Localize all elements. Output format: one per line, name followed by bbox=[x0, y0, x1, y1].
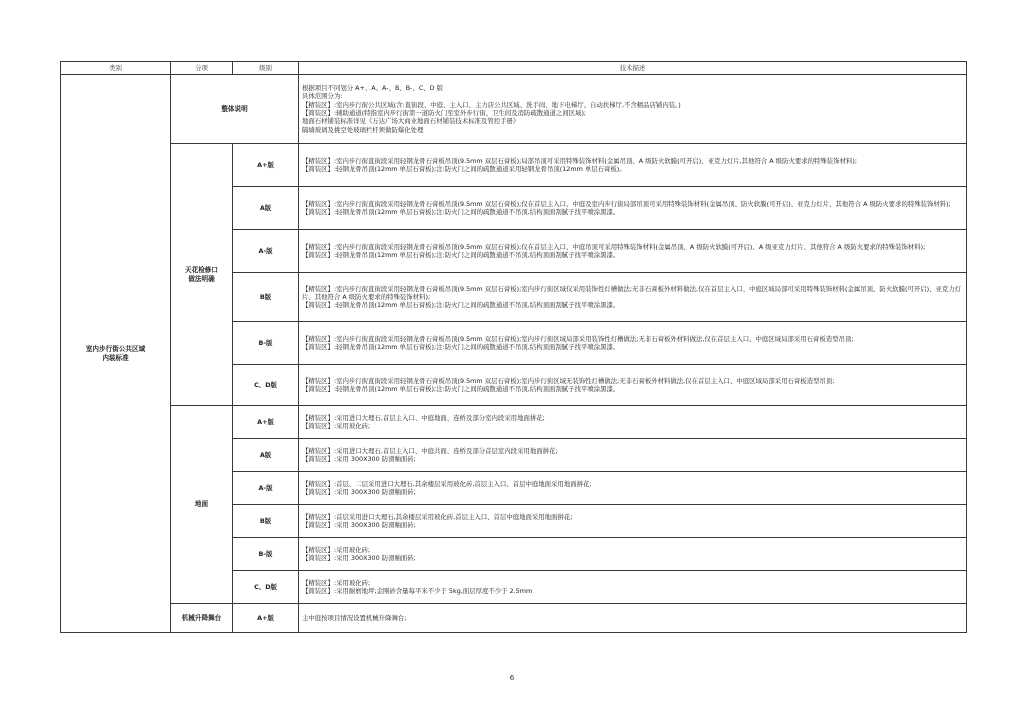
header-category: 类别 bbox=[61, 62, 171, 75]
stage-row bbox=[61, 604, 967, 633]
tech-cell bbox=[299, 505, 967, 538]
tech-line: 【简装区】:采用 300X300 防滑釉面砖; bbox=[302, 455, 416, 463]
tech-line: 【简装区】:轻钢龙骨吊顶(12mm 单层石膏板);注:防火门之间的疏散通道不吊顶,结构顶面刮腻子找平喷涂黑漆。 bbox=[302, 385, 620, 393]
page-number: 6 bbox=[509, 674, 515, 682]
tech-line: 【简装区】:采用耐磨地坪;金刚砂含量每平米不少于 5kg,面层厚度不少于 2.5mm bbox=[302, 587, 533, 595]
header-row bbox=[61, 62, 967, 75]
tech-line: 【精装区】:采用玻化砖; bbox=[302, 545, 371, 554]
tech-cell bbox=[299, 439, 967, 472]
header-tech: 技术描述 bbox=[299, 62, 967, 75]
tech-line: 【简装区】:辅助通道(特指室内步行街第一道防火门至室外步行街、卫生间及消防疏散通道之间区域); bbox=[302, 109, 587, 117]
floor-row bbox=[61, 406, 967, 439]
level-cell: A版 bbox=[233, 187, 299, 230]
ceiling-row bbox=[61, 144, 967, 187]
tech-line: 【简装区】:轻钢龙骨吊顶(12mm 单层石膏板);注:防火门之间的疏散通道不吊顶,结构顶面刮腻子找平喷涂黑漆。 bbox=[302, 301, 620, 310]
spec-table bbox=[60, 61, 967, 633]
level-cell: A+版 bbox=[233, 406, 299, 439]
tech-line: 【精装区】:室内步行街公共区域(含:直街段、中庭、主入口、主力店公共区域、洗手间、地下电梯厅、自动扶梯厅,不含精品店铺内装。) bbox=[302, 100, 681, 109]
tech-cell bbox=[299, 230, 967, 273]
tech-line: 【简装区】:轻钢龙骨吊顶(12mm 单层石膏板);注:防火门之间的疏散通道采用轻钢龙骨吊顶(12mm 单层石膏板)。 bbox=[302, 165, 626, 173]
level-cell: A+版 bbox=[233, 604, 299, 633]
overall-row bbox=[61, 75, 967, 144]
overall-text bbox=[299, 75, 967, 144]
level-cell: B-版 bbox=[233, 322, 299, 365]
tech-cell bbox=[299, 472, 967, 505]
level-cell: A-版 bbox=[233, 472, 299, 505]
tech-cell bbox=[299, 365, 967, 406]
tech-line: 【精装区】:室内步行街直街段采用轻钢龙骨石膏板吊顶(9.5mm 双层石膏板);仅在首层主入口、中庭吊顶可采用特殊装饰材料(金属吊顶、A 级防火软膜(可开启)、A 级亚克力灯片、其他符合 A 级防火要求的特殊装饰材料); bbox=[302, 242, 926, 251]
tech-line: 【简装区】:轻钢龙骨吊顶(12mm 单层石膏板);注:防火门之间的疏散通道不吊顶,结构顶面刮腻子找平喷涂黑漆。 bbox=[302, 208, 620, 216]
overall-title: 整体说明 bbox=[171, 75, 299, 144]
tech-line: 【精装区】:采用进口大理石,首层主入口、中庭地面、连桥及部分室内段采用地面拼花; bbox=[302, 413, 545, 422]
tech-cell bbox=[299, 406, 967, 439]
tech-line: 【精装区】:采用玻化砖; bbox=[302, 578, 371, 587]
tech-cell bbox=[299, 322, 967, 365]
tech-line: 【精装区】:室内步行街直街段采用轻钢龙骨石膏板吊顶(9.5mm 双层石膏板);室内步行街区域无装饰性灯槽做法;无非石膏板外材料做法,仅在首层主入口、中庭区域局部采用石膏板造型吊顶; bbox=[302, 376, 835, 385]
level-cell: A版 bbox=[233, 439, 299, 472]
tech-line: 【简装区】:采用 300X300 防滑釉面砖; bbox=[302, 488, 416, 496]
tech-line: 地面石材铺装标准详见《万达广场大商业地面石材铺装技术标准及管控手册》 bbox=[302, 117, 520, 126]
tech-line: 【简装区】:轻钢龙骨吊顶(12mm 单层石膏板);注:防火门之间的疏散通道不吊顶,结构顶面刮腻子找平喷涂黑漆。 bbox=[302, 343, 620, 351]
floor-subitem: 地面 bbox=[171, 406, 233, 604]
level-cell: A-版 bbox=[233, 230, 299, 273]
level-cell: C、D版 bbox=[233, 571, 299, 604]
level-cell: A+版 bbox=[233, 144, 299, 187]
tech-line: 【精装区】:首层、二层采用进口大理石,其余楼层采用玻化砖,首层主入口、首层中庭地面采用地面拼花; bbox=[302, 479, 592, 488]
tech-cell bbox=[299, 538, 967, 571]
tech-line: 【简装区】:采用 300X300 防滑釉面砖; bbox=[302, 521, 416, 529]
tech-line: 【精装区】:室内步行街直街段采用轻钢龙骨石膏板吊顶(9.5mm 双层石膏板);室内步行街区域局部采用装饰性灯槽做法;无非石膏板外材料做法,仅在首层主入口、中庭区域局部采用石膏板造型吊顶; bbox=[302, 334, 854, 343]
tech-line: 主中庭按项目情况设置机械升降舞台; bbox=[302, 613, 407, 622]
tech-cell bbox=[299, 273, 967, 322]
tech-line: 【精装区】:采用进口大理石,首层主入口、中庭共面、连桥及部分首层室内段采用地面拼花; bbox=[302, 446, 558, 455]
tech-cell bbox=[299, 144, 967, 187]
tech-cell bbox=[299, 571, 967, 604]
level-cell: B版 bbox=[233, 273, 299, 322]
tech-line: 【精装区】:室内步行街直街段采用轻钢龙骨石膏板吊顶(9.5mm 双层石膏板);室内步行街区域仅采用装饰性灯槽做法;无非石膏板外材料做法,仅在首层主入口、中庭区域局部可采用特殊装饰材料(金属吊顶、防火软膜(可开启)、亚克力灯片、其他符合 A 级防火要求的特殊装饰材料); bbox=[302, 284, 962, 301]
tech-line: 【简装区】:轻钢龙骨吊顶(12mm 单层石膏板);注:防火门之间的疏散通道不吊顶,结构顶面刮腻子找平喷涂黑漆。 bbox=[302, 251, 620, 259]
tech-line: 【精装区】:室内步行街直街段采用轻钢龙骨石膏板吊顶(9.5mm 双层石膏板);仅在首层主入口、中庭及室内步行街局部吊顶可采用特殊装饰材料(金属吊顶、防火软膜(可开启)、亚克力灯片、其他符合 A 级防火要求的特殊装饰材料); bbox=[302, 199, 951, 208]
tech-line: 隔墙玻璃及挑空处玻璃栏杆须做防爆化处理 bbox=[302, 125, 424, 134]
tech-line: 【简装区】:采用 300X300 防滑釉面砖; bbox=[302, 554, 416, 562]
ceiling-subitem: 天花检修口 做法明确 bbox=[171, 144, 233, 406]
tech-line: 【简装区】:采用玻化砖; bbox=[302, 422, 371, 430]
stage-subitem: 机械升降舞台 bbox=[171, 604, 233, 633]
tech-line: 根据项目不同划分 A+、A、A-、B、B-、C、D 版 bbox=[302, 84, 444, 93]
tech-line: 【精装区】:室内步行街直街段采用轻钢龙骨石膏板吊顶(9.5mm 双层石膏板);局部吊顶可采用特殊装饰材料(金属吊顶、A 级防火软膜(可开启)、亚克力灯片,其他符合 A 级防火要求的特殊装饰材料); bbox=[302, 156, 858, 165]
category-cell: 室内步行街公共区域 内装标准 bbox=[61, 75, 171, 633]
tech-line: 【精装区】:首层采用进口大理石,其余楼层采用玻化砖,首层主入口、首层中庭地面采用地面拼花; bbox=[302, 512, 573, 521]
tech-line: 具体范围分为: bbox=[302, 92, 343, 101]
header-subitem: 分项 bbox=[171, 62, 233, 75]
header-level: 级别 bbox=[233, 62, 299, 75]
level-cell: B版 bbox=[233, 505, 299, 538]
tech-cell bbox=[299, 187, 967, 230]
tech-cell bbox=[299, 604, 967, 633]
level-cell: B-版 bbox=[233, 538, 299, 571]
level-cell: C、D版 bbox=[233, 365, 299, 406]
